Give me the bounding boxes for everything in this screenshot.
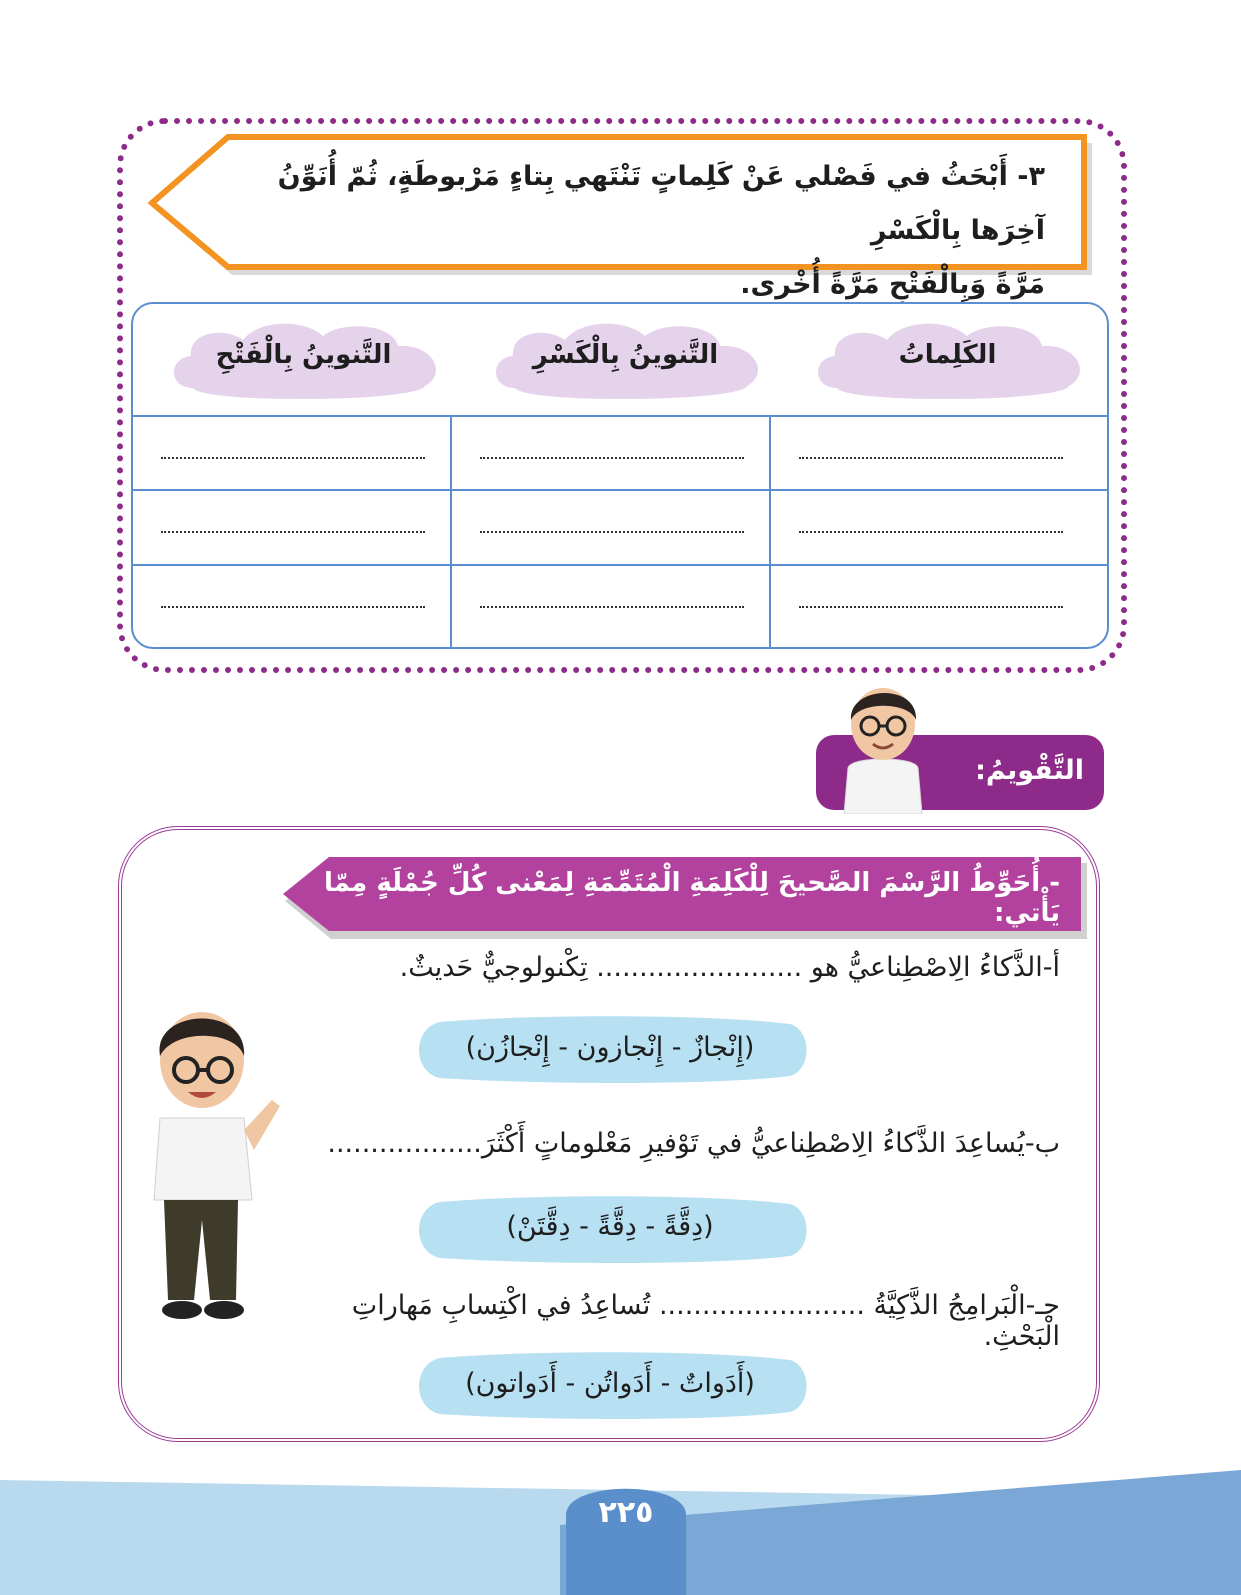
header-words-label: الكَلِماتُ [898, 340, 997, 370]
sentence-b: ب-يُساعِدَ الذَّكاءُ الِاصْطِناعيُّ في تَوْفيرِ مَعْلوماتٍ أَكْثَرَ.................. [327, 1128, 1060, 1159]
blank-line [161, 531, 425, 533]
table-cell[interactable] [452, 566, 772, 640]
header-fath [141, 304, 466, 424]
task-instruction [215, 150, 1045, 312]
blank-line [480, 457, 744, 459]
evaluation-title: التَّقْويمُ: [975, 755, 1084, 786]
question-instruction: - أُحَوِّطُ الرَّسْمَ الصَّحيحَ لِلْكَلِمَةِ الْمُتَمِّمَةِ لِمَعْنى كُلِّ جُمْلَةٍ مِمّا يَأْتي: [323, 868, 1060, 928]
blank-line [799, 606, 1063, 608]
sentence-c: جـ-الْبَرامِجُ الذَّكِيَّةُ ........................ تُساعِدُ في اكْتِسابِ مَهاراتِ الْبَحْثِ. [351, 1290, 1060, 1352]
boy-illustration [140, 1000, 300, 1330]
blank-line [480, 606, 744, 608]
blank-line [161, 606, 425, 608]
table-cell[interactable] [133, 417, 453, 491]
header-kasr [463, 304, 788, 424]
header-words [785, 304, 1109, 424]
blank-line [161, 457, 425, 459]
blank-line [799, 457, 1063, 459]
table-cell[interactable] [771, 491, 1091, 565]
boy-illustration [830, 676, 936, 814]
footer-band [0, 1470, 1241, 1595]
table-cell[interactable] [771, 417, 1091, 491]
page-number: ٢٢٥ [598, 1495, 654, 1530]
blank-line [799, 531, 1063, 533]
table-cell[interactable] [452, 417, 772, 491]
table-cell[interactable] [133, 491, 453, 565]
task-instruction-line1: ٣- أَبْحَثُ في فَصْلي عَنْ كَلِماتٍ تَنْتَهي بِتاءٍ مَرْبوطَةٍ، ثُمّ أُنَوِّنُ آخِرَها بِالْكَسْرِ [277, 161, 1045, 246]
blank-line [480, 531, 744, 533]
table-cell[interactable] [133, 566, 453, 640]
table-cell[interactable] [771, 566, 1091, 640]
options-c[interactable]: (أَدَواتٌ - أَدَواتُن - أَدَواتون) [465, 1368, 755, 1399]
options-a[interactable]: (إِنْجازٌ - إِنْجازون - إِنْجازُن) [465, 1032, 755, 1063]
table-cell[interactable] [452, 491, 772, 565]
task-instruction-line2: مَرَّةً وَبِالْفَتْحِ مَرَّةً أُخْرى. [740, 269, 1045, 300]
header-fath-label: التَّنوينُ بِالْفَتْحِ [215, 340, 392, 370]
options-b[interactable]: (دِقَّةً - دِقَّةً - دِقَّتَنْ) [506, 1211, 714, 1242]
tanween-table [131, 302, 1109, 649]
sentence-a: أ-الذَّكاءُ الِاصْطِناعيُّ هو ........................ تِكْنولوجيٌّ حَديثٌ. [399, 952, 1060, 983]
header-kasr-label: التَّنوينُ بِالْكَسْرِ [532, 340, 719, 370]
